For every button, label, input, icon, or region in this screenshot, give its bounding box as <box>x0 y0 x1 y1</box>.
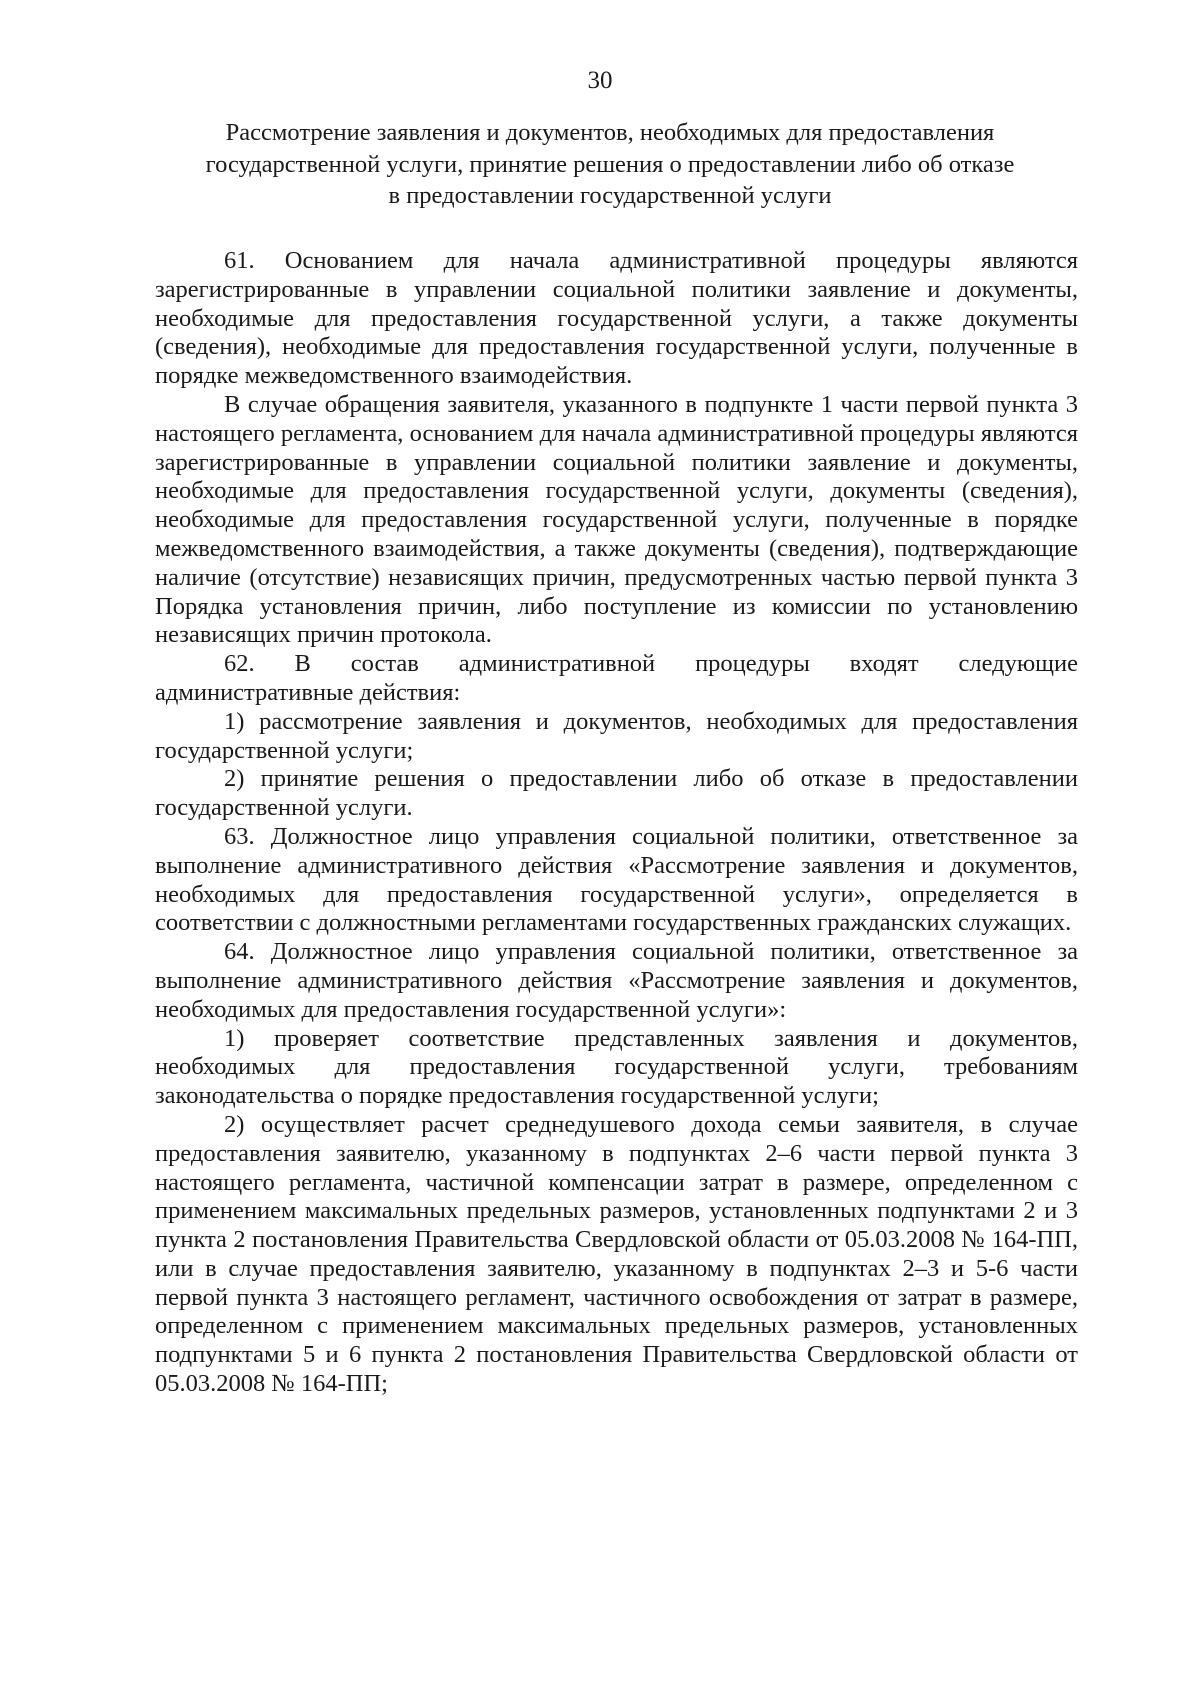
paragraph-62-item-2: 2) принятие решения о предоставлении либо об отказе в предоставлении государственной услуги. <box>155 765 1078 822</box>
page-number: 30 <box>587 67 613 94</box>
paragraph-64: 64. Должностное лицо управления социальной политики, ответственное за выполнение административного действия «Рассмотрение заявления и документов, необходимых для предоставления государственной услуги»: <box>155 938 1078 1023</box>
paragraph-64-item-1: 1) проверяет соответствие представленных заявления и документов, необходимых для предоставления государственной услуги, требованиям законодательства о порядке предоставления государственной услуги; <box>155 1024 1078 1110</box>
paragraph-61-case: В случае обращения заявителя, указанного в подпункте 1 части первой пункта 3 настоящего регламента, основанием для начала административной процедуры являются зарегистрированные в управлении социальной политики заявление и документы, необходимые для предоставления государственной услуги, документы (сведения), необходимые для предоставления государственной услуги, полученные в порядке межведомственного взаимодействия, а также документы (сведения), подтверждающие наличие (отсутствие) независящих причин, предусмотренных частью первой пункта 3 Порядка установления причин, либо поступление из комиссии по установлению независящих причин протокола. <box>155 390 1078 649</box>
paragraph-62: 62. В состав административной процедуры входят следующие административные действия: <box>155 650 1078 706</box>
document-body <box>155 247 1078 1399</box>
heading-line: государственной услуги, принятие решения о предоставлении либо об отказе <box>205 150 1015 178</box>
heading-line: в предоставлении государственной услуги <box>388 182 832 209</box>
paragraph-64-item-2: 2) осуществляет расчет среднедушевого дохода семьи заявителя, в случае предоставления заявителю, указанному в подпунктах 2–6 части первой пункта 3 настоящего регламента, частичной компенсации затрат в размере, определенном с применением максимальных предельных размеров, установленных подпунктами 2 и 3 пункта 2 постановления Правительства Свердловской области от 05.03.2008 № 164-ПП, или в случае предоставления заявителю, указанному в подпунктах 2–3 и 5-6 части первой пункта 3 настоящего регламент, частичного освобождения от затрат в размере, определенном с применением максимальных предельных размеров, установленных подпунктами 5 и 6 пункта 2 постановления Правительства Свердловской области от 05.03.2008 № 164-ПП; <box>155 1110 1078 1398</box>
paragraph-62-item-1: 1) рассмотрение заявления и документов, необходимых для предоставления государственной услуги; <box>155 707 1078 764</box>
heading-line: Рассмотрение заявления и документов, необходимых для предоставления <box>225 119 995 146</box>
paragraph-63: 63. Должностное лицо управления социальной политики, ответственное за выполнение административного действия «Рассмотрение заявления и документов, необходимых для предоставления государственной услуги», определяется в соответствии с должностными регламентами государственных гражданских служащих. <box>155 822 1078 937</box>
paragraph-61: 61. Основанием для начала административной процедуры являются зарегистрированные в управлении социальной политики заявление и документы, необходимые для предоставления государственной услуги, а также документы (сведения), необходимые для предоставления государственной услуги, полученные в порядке межведомственного взаимодействия. <box>155 247 1078 390</box>
section-heading <box>150 117 1070 212</box>
